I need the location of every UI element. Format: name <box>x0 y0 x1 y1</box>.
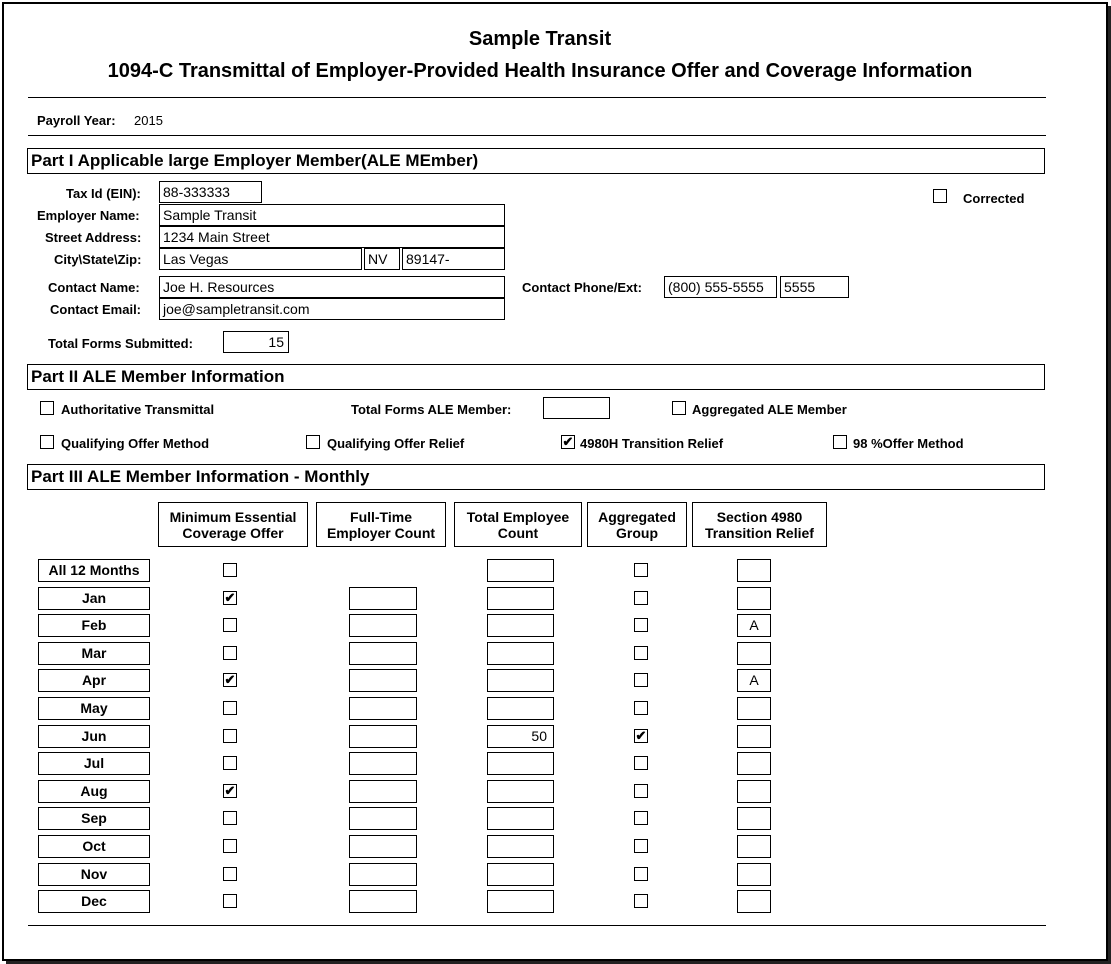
employer-name-field[interactable]: Sample Transit <box>159 204 505 226</box>
divider <box>28 97 1046 98</box>
mec-checkbox[interactable] <box>223 563 237 577</box>
month-label: Dec <box>38 890 150 913</box>
tec-field[interactable] <box>487 642 554 665</box>
month-label: Apr <box>38 669 150 692</box>
month-label: May <box>38 697 150 720</box>
check-mark-icon: ✔ <box>635 728 647 743</box>
agg-checkbox[interactable] <box>634 756 648 770</box>
ftc-field[interactable] <box>349 835 417 858</box>
tec-field[interactable] <box>487 780 554 803</box>
ftc-field[interactable] <box>349 614 417 637</box>
transition-relief-label: 4980H Transition Relief <box>580 436 724 451</box>
mec-checkbox[interactable] <box>223 867 237 881</box>
relief-field[interactable]: A <box>737 614 771 637</box>
mec-checkbox[interactable] <box>223 646 237 660</box>
contact-email-field[interactable]: joe@sampletransit.com <box>159 298 505 320</box>
mec-checkbox[interactable] <box>223 729 237 743</box>
transition-relief-checkbox[interactable] <box>561 435 575 449</box>
contact-phone-label: Contact Phone/Ext: <box>522 280 642 295</box>
qualifying-offer-method-label: Qualifying Offer Method <box>61 436 210 451</box>
month-label: Sep <box>38 807 150 830</box>
col-header-agg: Aggregated Group <box>587 502 687 547</box>
authoritative-transmittal-checkbox[interactable] <box>40 401 54 415</box>
tec-field[interactable] <box>487 559 554 582</box>
relief-field[interactable] <box>737 559 771 582</box>
ftc-field[interactable] <box>349 752 417 775</box>
ftc-field[interactable] <box>349 725 417 748</box>
qualifying-offer-relief-checkbox[interactable] <box>306 435 320 449</box>
part1-header: Part I Applicable large Employer Member(ALE MEmber) <box>27 148 1045 174</box>
relief-field[interactable] <box>737 587 771 610</box>
month-label: Jun <box>38 725 150 748</box>
relief-field[interactable] <box>737 697 771 720</box>
relief-field[interactable] <box>737 780 771 803</box>
check-mark-icon: ✔ <box>224 783 236 798</box>
month-label: Oct <box>38 835 150 858</box>
company-title: Sample Transit <box>468 28 612 50</box>
mec-checkbox[interactable] <box>223 701 237 715</box>
street-address-field[interactable]: 1234 Main Street <box>159 226 505 248</box>
check-mark-icon: ✔ <box>562 434 574 449</box>
tec-field[interactable] <box>487 697 554 720</box>
agg-checkbox[interactable] <box>634 784 648 798</box>
tec-field[interactable] <box>487 669 554 692</box>
relief-field[interactable] <box>737 835 771 858</box>
agg-checkbox[interactable] <box>634 563 648 577</box>
relief-field[interactable] <box>737 863 771 886</box>
month-label: All 12 Months <box>38 559 150 582</box>
mec-checkbox[interactable] <box>223 839 237 853</box>
ftc-field[interactable] <box>349 587 417 610</box>
col-header-ftc: Full-Time Employer Count <box>316 502 446 547</box>
agg-checkbox[interactable] <box>634 591 648 605</box>
form-title: 1094-C Transmittal of Employer-Provided Health Insurance Offer and Coverage Information <box>107 60 973 82</box>
payroll-year-label: Payroll Year: <box>37 113 116 128</box>
month-label: Jan <box>38 587 150 610</box>
part2-header: Part II ALE Member Information <box>27 364 1045 390</box>
ftc-field[interactable] <box>349 697 417 720</box>
mec-checkbox[interactable] <box>223 894 237 908</box>
98-offer-method-label: 98 %Offer Method <box>853 436 964 451</box>
month-label: Feb <box>38 614 150 637</box>
street-address-label: Street Address: <box>45 230 142 245</box>
total-forms-ale-label: Total Forms ALE Member: <box>351 402 512 417</box>
agg-checkbox[interactable] <box>634 646 648 660</box>
tec-field[interactable] <box>487 752 554 775</box>
agg-checkbox[interactable] <box>634 839 648 853</box>
city-field[interactable]: Las Vegas <box>159 248 362 270</box>
qualifying-offer-relief-label: Qualifying Offer Relief <box>327 436 465 451</box>
corrected-label: Corrected <box>963 191 1025 206</box>
col-header-mec: Minimum Essential Coverage Offer <box>158 502 308 547</box>
ftc-field[interactable] <box>349 890 417 913</box>
agg-checkbox[interactable] <box>634 894 648 908</box>
tec-field[interactable] <box>487 614 554 637</box>
tec-field[interactable] <box>487 890 554 913</box>
ftc-field[interactable] <box>349 780 417 803</box>
agg-checkbox[interactable] <box>634 673 648 687</box>
payroll-year-value: 2015 <box>134 113 163 128</box>
check-mark-icon: ✔ <box>224 590 236 605</box>
mec-checkbox[interactable] <box>223 618 237 632</box>
employer-name-label: Employer Name: <box>37 208 140 223</box>
contact-name-field[interactable]: Joe H. Resources <box>159 276 505 298</box>
month-label: Aug <box>38 780 150 803</box>
agg-checkbox[interactable] <box>634 701 648 715</box>
mec-checkbox[interactable] <box>223 591 237 605</box>
month-label: Mar <box>38 642 150 665</box>
tec-field[interactable] <box>487 587 554 610</box>
contact-phone-field[interactable]: (800) 555-5555 <box>664 276 777 298</box>
contact-email-label: Contact Email: <box>50 302 142 317</box>
tec-field[interactable]: 50 <box>487 725 554 748</box>
ftc-field[interactable] <box>349 863 417 886</box>
98-offer-method-checkbox[interactable] <box>833 435 847 449</box>
ftc-field[interactable] <box>349 642 417 665</box>
city-state-zip-label: City\State\Zip: <box>54 252 142 267</box>
agg-checkbox[interactable] <box>634 811 648 825</box>
tec-field[interactable] <box>487 835 554 858</box>
ftc-field[interactable] <box>349 807 417 830</box>
relief-field[interactable] <box>737 890 771 913</box>
divider <box>28 135 1046 136</box>
divider <box>28 925 1046 926</box>
month-label: Nov <box>38 863 150 886</box>
tec-field[interactable] <box>487 807 554 830</box>
tax-id-field[interactable]: 88-333333 <box>159 181 262 203</box>
agg-checkbox[interactable] <box>634 867 648 881</box>
aggregated-ale-checkbox[interactable] <box>672 401 686 415</box>
check-mark-icon: ✔ <box>224 672 236 687</box>
total-forms-label: Total Forms Submitted: <box>48 336 193 351</box>
relief-field[interactable] <box>737 807 771 830</box>
ftc-field[interactable] <box>349 669 417 692</box>
relief-field[interactable] <box>737 752 771 775</box>
state-field[interactable]: NV <box>364 248 400 270</box>
mec-checkbox[interactable] <box>223 673 237 687</box>
aggregated-ale-label: Aggregated ALE Member <box>692 402 847 417</box>
total-forms-ale-field[interactable] <box>543 397 610 419</box>
relief-field[interactable] <box>737 725 771 748</box>
mec-checkbox[interactable] <box>223 784 237 798</box>
col-header-relief: Section 4980 Transition Relief <box>692 502 827 547</box>
contact-name-label: Contact Name: <box>48 280 140 295</box>
qualifying-offer-method-checkbox[interactable] <box>40 435 54 449</box>
relief-field[interactable] <box>737 642 771 665</box>
col-header-tec: Total Employee Count <box>454 502 582 547</box>
contact-ext-field[interactable]: 5555 <box>780 276 849 298</box>
tax-id-label: Tax Id (EIN): <box>66 186 141 201</box>
agg-checkbox[interactable] <box>634 729 648 743</box>
corrected-checkbox[interactable] <box>933 189 947 203</box>
mec-checkbox[interactable] <box>223 811 237 825</box>
agg-checkbox[interactable] <box>634 618 648 632</box>
month-label: Jul <box>38 752 150 775</box>
zip-field[interactable]: 89147- <box>402 248 505 270</box>
tec-field[interactable] <box>487 863 554 886</box>
relief-field[interactable]: A <box>737 669 771 692</box>
authoritative-transmittal-label: Authoritative Transmittal <box>61 402 215 417</box>
mec-checkbox[interactable] <box>223 756 237 770</box>
part3-header: Part III ALE Member Information - Monthly <box>27 464 1045 490</box>
total-forms-field[interactable]: 15 <box>223 331 289 353</box>
